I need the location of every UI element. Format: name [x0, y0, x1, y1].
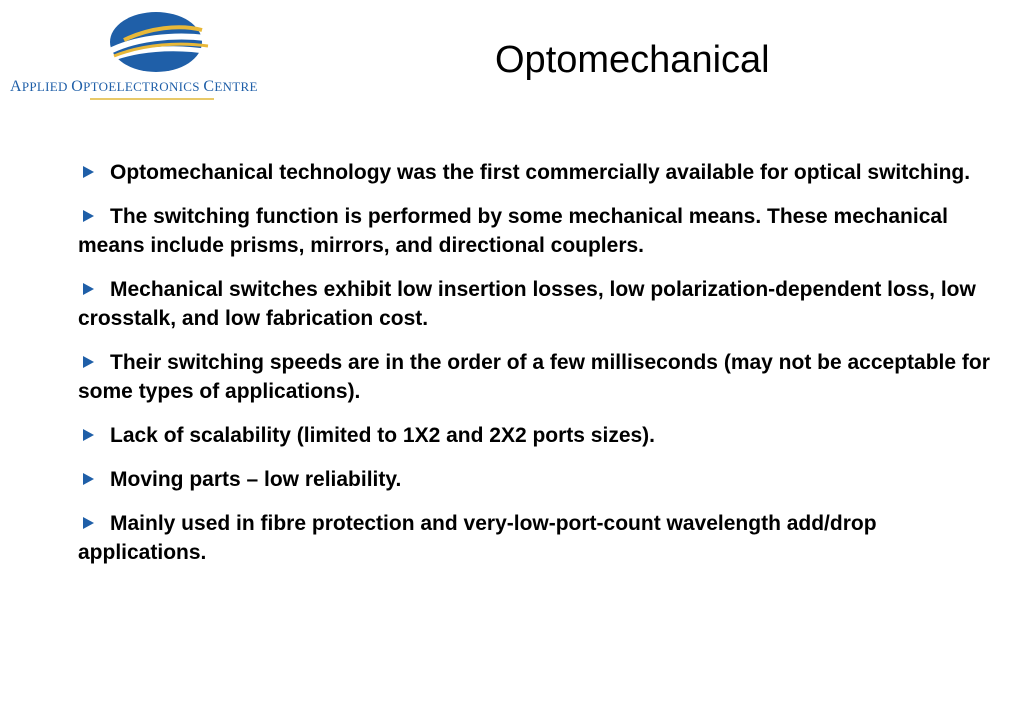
triangle-bullet-icon [83, 356, 94, 368]
bullet-item [78, 348, 998, 406]
slide-title: Optomechanical [495, 39, 770, 81]
bullet-text: Mechanical switches exhibit low insertion losses, low polarization-dependent loss, low crosstalk, and low fabrication cost. [78, 278, 976, 330]
bullet-item [78, 421, 998, 450]
bullet-text: The switching function is performed by some mechanical means. These mechanical means include prisms, mirrors, and directional couplers. [78, 205, 948, 257]
bullet-list [78, 158, 998, 582]
bullet-item [78, 158, 998, 187]
bullet-item [78, 465, 998, 494]
triangle-bullet-icon [83, 166, 94, 178]
bullet-text: Optomechanical technology was the first commercially available for optical switching. [110, 161, 971, 184]
triangle-bullet-icon [83, 517, 94, 529]
bullet-item [78, 509, 998, 567]
triangle-bullet-icon [83, 429, 94, 441]
company-logo [8, 8, 298, 108]
triangle-bullet-icon [83, 210, 94, 222]
bullet-item [78, 202, 998, 260]
bullet-text: Their switching speeds are in the order of a few milliseconds (may not be acceptable for some types of applications). [78, 351, 990, 403]
logo-wordmark: APPLIED OPTOELECTRONICS CENTRE [10, 78, 258, 95]
globe-logo-icon [94, 8, 214, 80]
bullet-text: Lack of scalability (limited to 1X2 and 2X2 ports sizes). [110, 424, 656, 447]
triangle-bullet-icon [83, 283, 94, 295]
bullet-text: Moving parts – low reliability. [110, 468, 402, 491]
bullet-item [78, 275, 998, 333]
bullet-text: Mainly used in fibre protection and very-low-port-count wavelength add/drop applications. [78, 512, 877, 564]
logo-underline [90, 98, 214, 100]
triangle-bullet-icon [83, 473, 94, 485]
